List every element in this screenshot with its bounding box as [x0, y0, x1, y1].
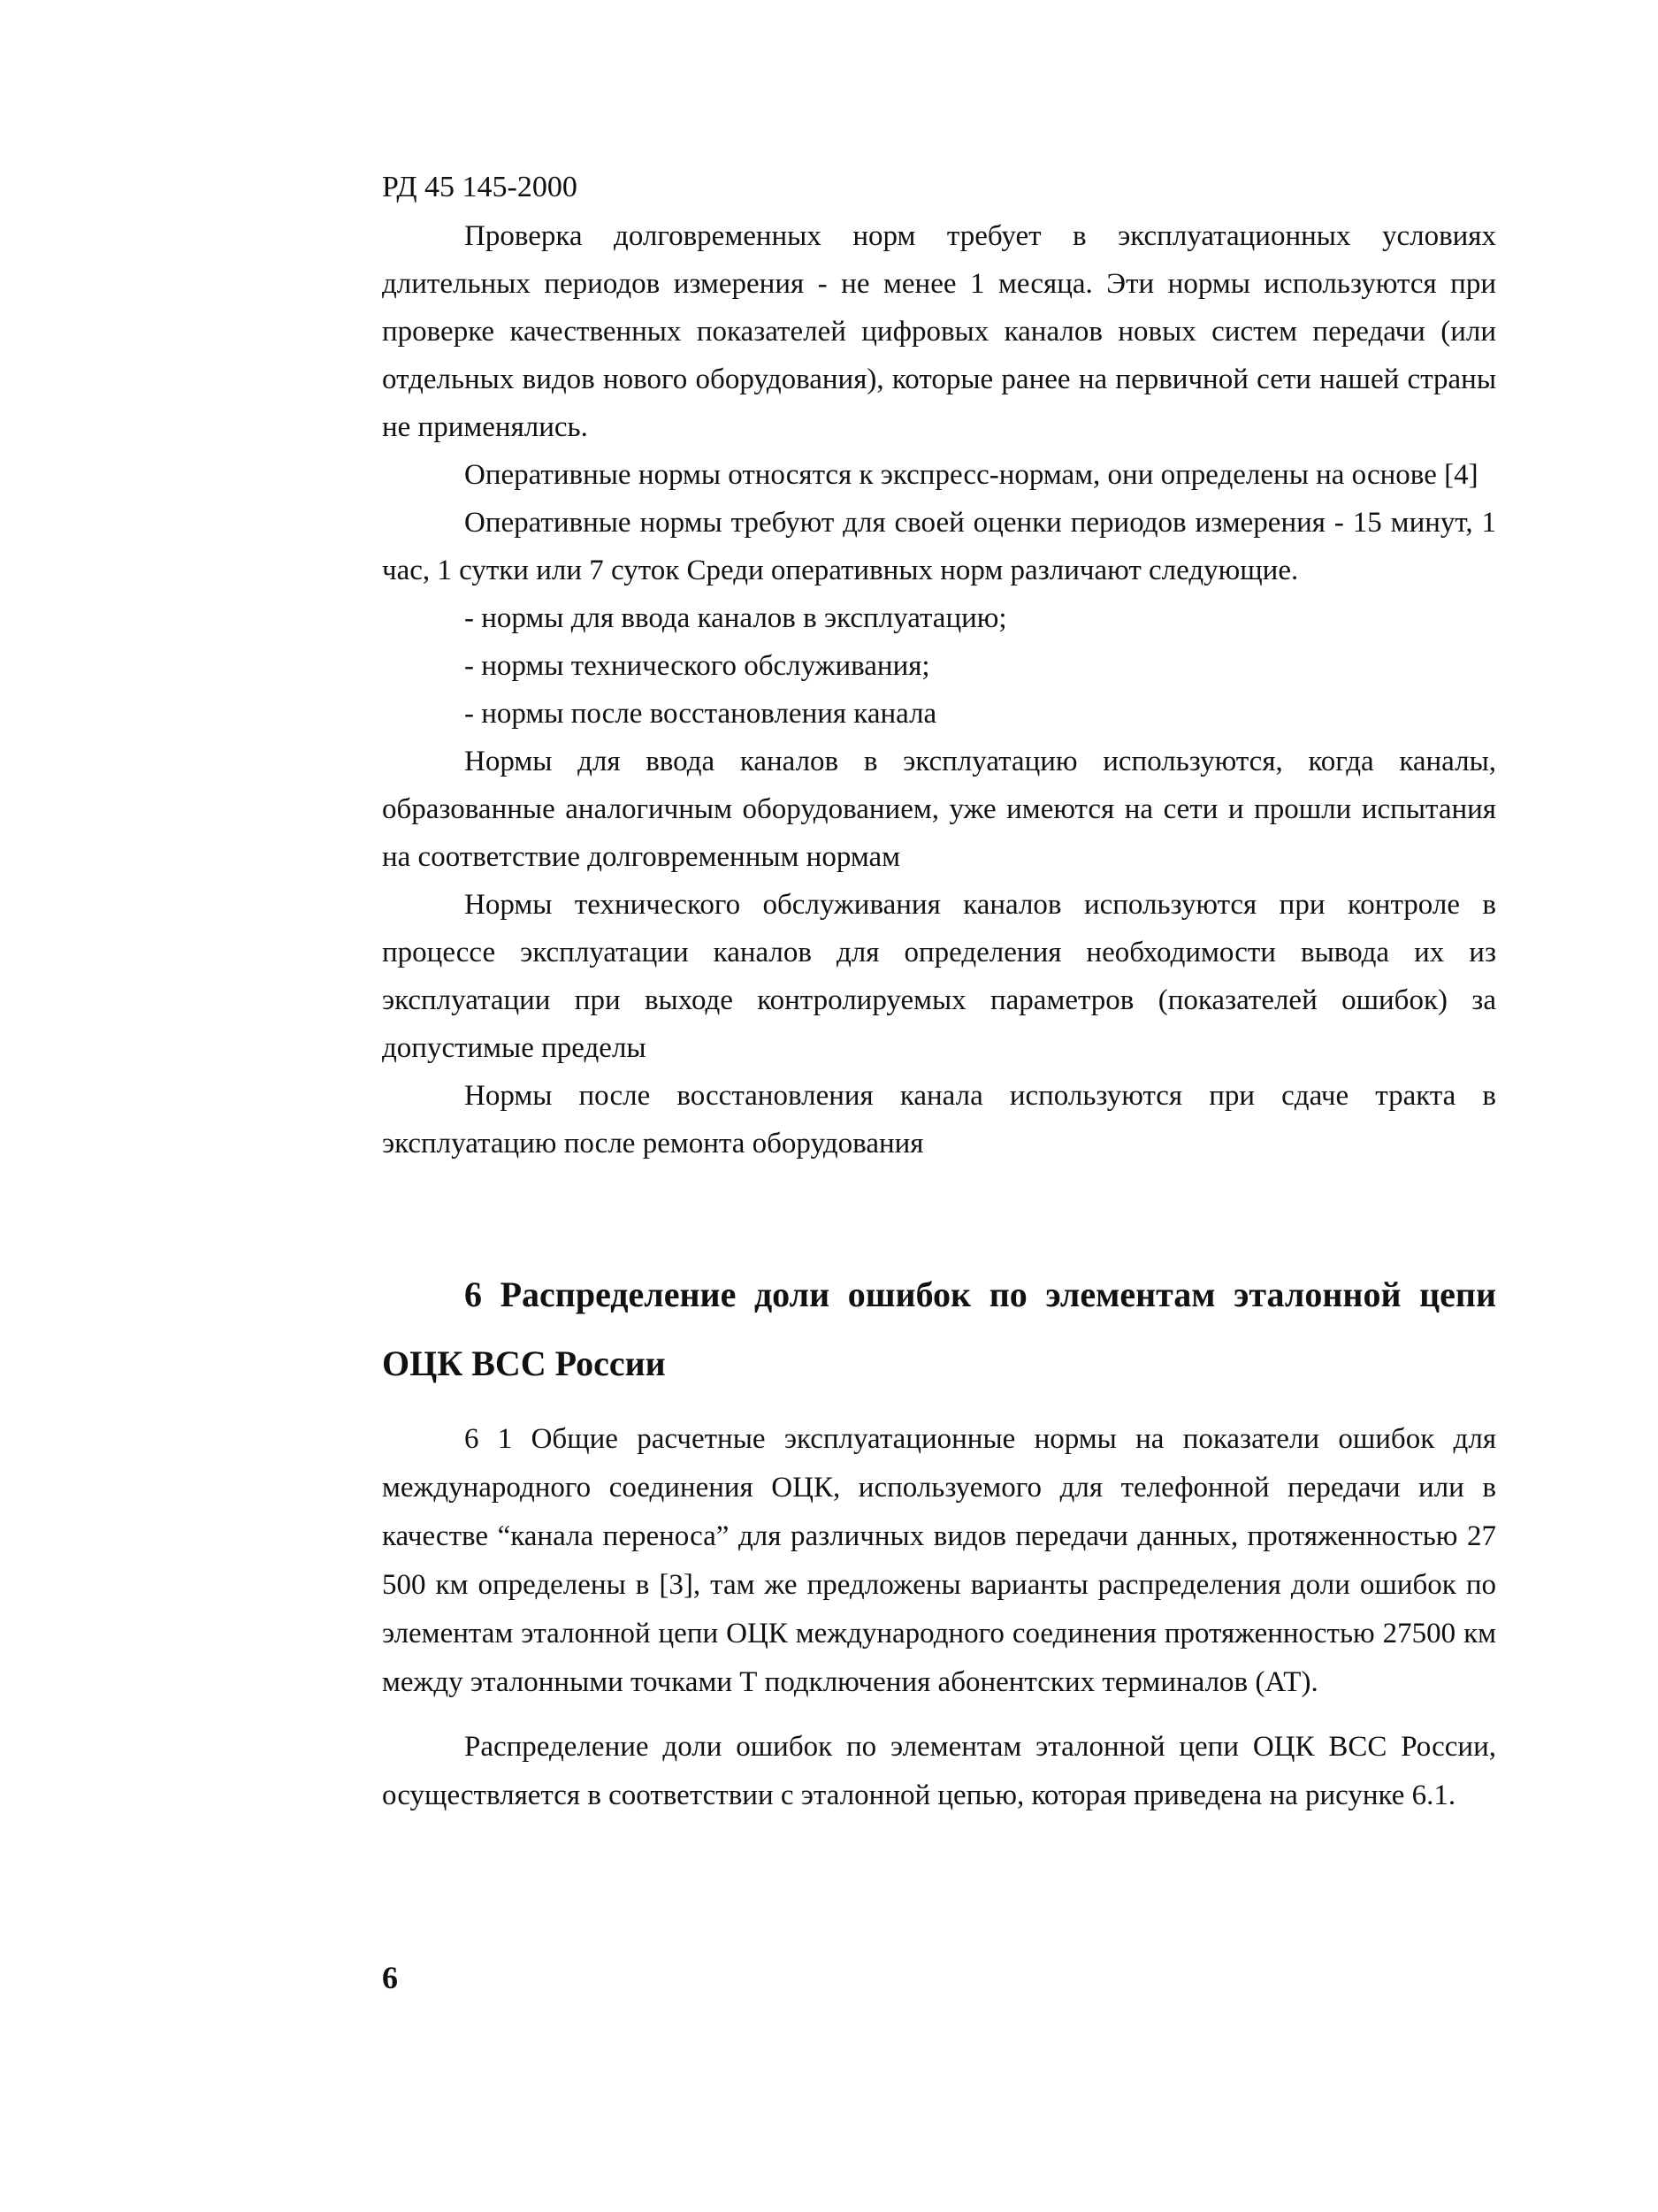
paragraph: Нормы после восстановления канала используются при сдаче тракта в эксплуатацию после ремонта оборудования [382, 1080, 1496, 1160]
section-body [382, 1415, 1496, 1836]
list-item: - нормы для ввода каналов в эксплуатацию; [464, 602, 1007, 634]
paragraph: Оперативные нормы относятся к экспресс-нормам, они определены на основе [4] [464, 459, 1478, 491]
document-code: РД 45 145-2000 [382, 171, 577, 203]
paragraph: Проверка долговременных норм требует в эксплуатационных условиях длительных периодов измерения - не менее 1 месяца. Эти нормы используются при проверке качественных показателей цифровых каналов новых систем передачи (или отдельных видов нового оборудования), которые ранее на первичной сети нашей страны не применялись. [382, 220, 1496, 443]
list-item: - нормы после восстановления канала [464, 698, 937, 730]
page-number: 6 [382, 1960, 398, 1995]
list-item: - нормы технического обслуживания; [464, 650, 930, 682]
section-heading: 6 Распределение доли ошибок по элементам эталонной цепи ОЦК ВСС России [382, 1274, 1496, 1383]
paragraph: 6 1 Общие расчетные эксплуатационные нормы на показатели ошибок для международного соединения ОЦК, используемого для телефонной передачи или в качестве “канала переноса” для различных видов передачи данных, протяженностью 27 500 км определены в [3], там же предложены варианты распределения доли ошибок по элементам эталонной цепи ОЦК международного соединения протяженностью 27500 км между эталонными точками Т подключения абонентских терминалов (АТ). [382, 1423, 1496, 1698]
document-page [382, 0, 1496, 2212]
body-text [382, 212, 1496, 1167]
paragraph: Оперативные нормы требуют для своей оценки периодов измерения - 15 минут, 1 час, 1 сутки или 7 суток Среди оперативных норм различают следующие. [382, 507, 1496, 586]
paragraph: Нормы технического обслуживания каналов используются при контроле в процессе эксплуатации каналов для определения необходимости вывода их из эксплуатации при выходе контролируемых параметров (показателей ошибок) за допустимые пределы [382, 889, 1496, 1064]
paragraph: Распределение доли ошибок по элементам эталонной цепи ОЦК ВСС России, осуществляется в соответствии с эталонной цепью, которая приведена на рисунке 6.1. [382, 1731, 1496, 1811]
paragraph: Нормы для ввода каналов в эксплуатацию используются, когда каналы, образованные аналогичным оборудованием, уже имеются на сети и прошли испытания на соответствие долговременным нормам [382, 746, 1496, 873]
